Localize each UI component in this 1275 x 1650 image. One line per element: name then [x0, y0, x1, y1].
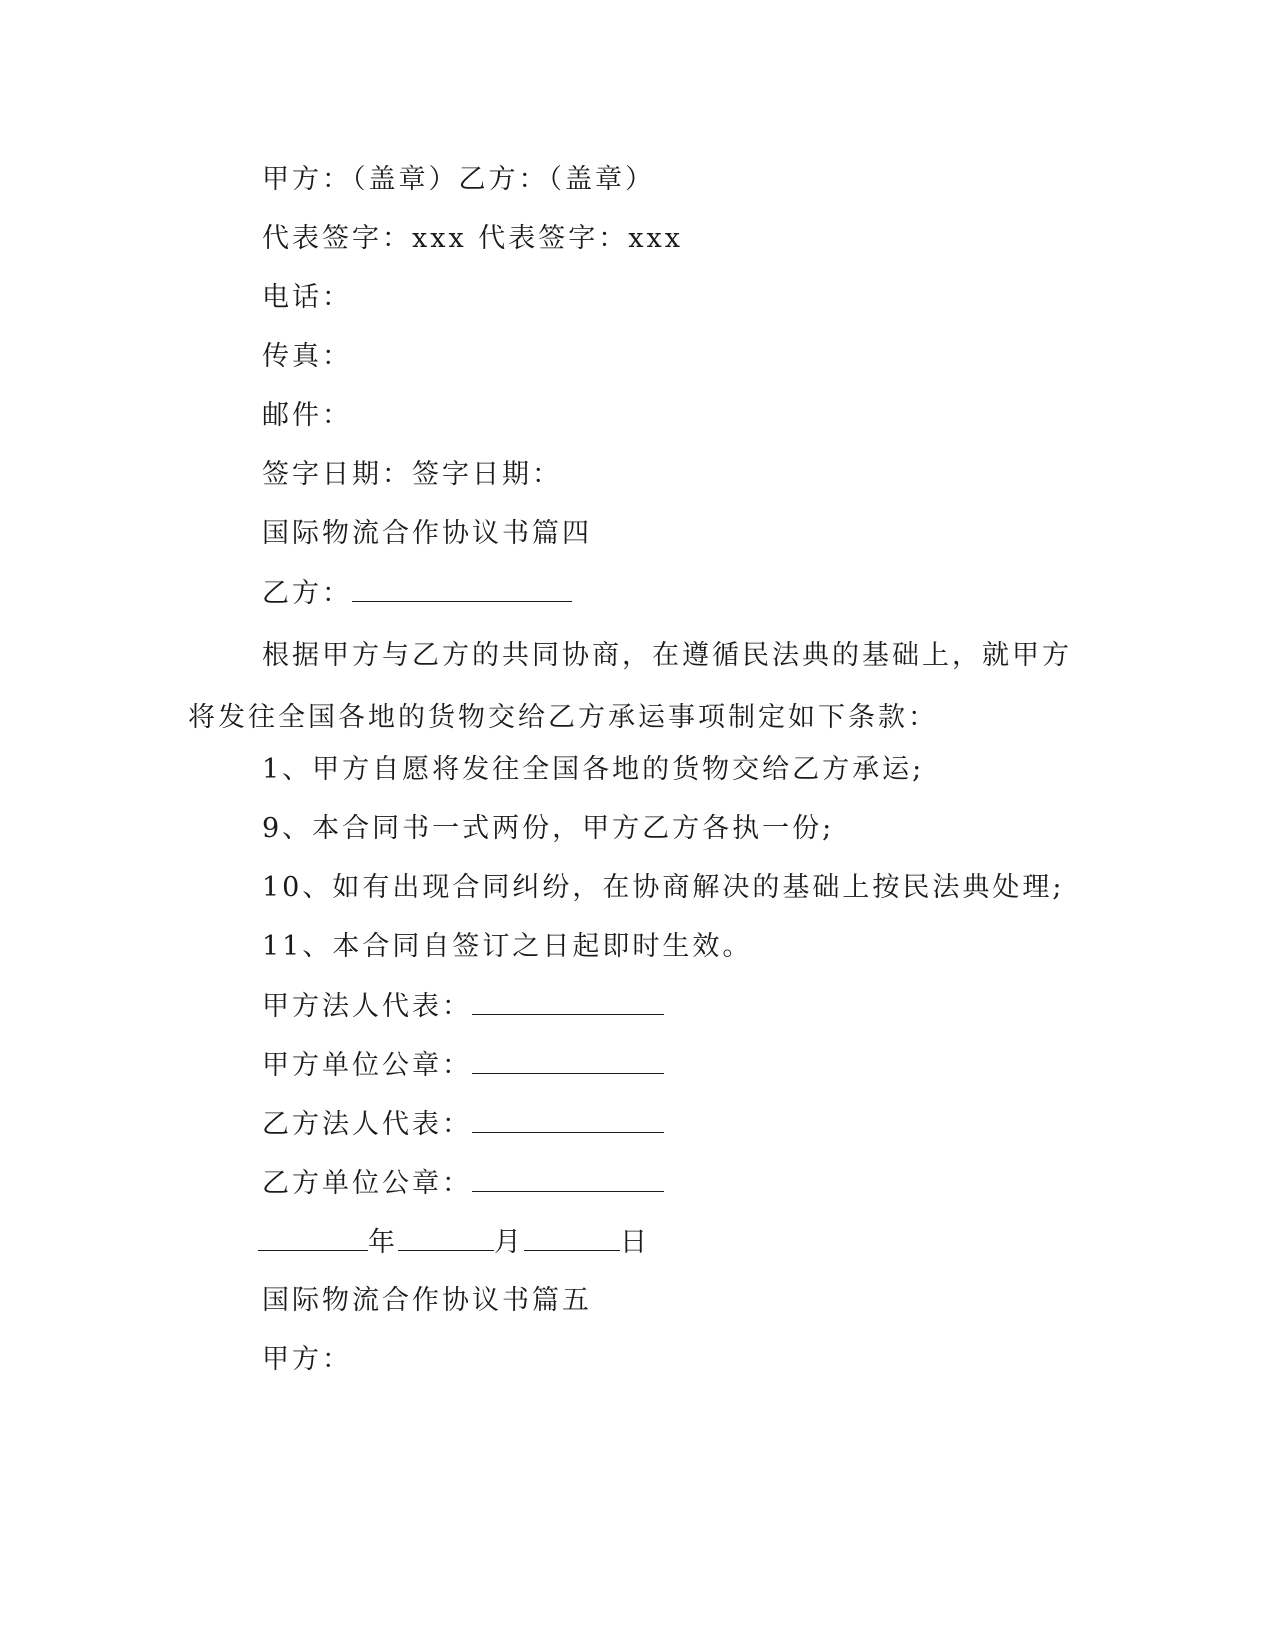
- clause-9: 9、本合同书一式两份，甲方乙方各执一份;: [262, 813, 835, 844]
- signing-date-line: 签字日期：签字日期：: [262, 459, 562, 490]
- party-a-line: 甲方：: [262, 1344, 352, 1375]
- intro-paragraph: 根据甲方与乙方的共同协商，在遵循民法典的基础上，就甲方将发往全国各地的货物交给乙方承运事项制定如下条款：: [188, 640, 1072, 733]
- party-b-seal-blank: [472, 1165, 664, 1192]
- day-label: 日: [620, 1227, 650, 1258]
- year-label: 年: [368, 1227, 398, 1258]
- section-heading-4: 国际物流合作协议书篇四: [262, 518, 592, 549]
- seal-line: 甲方：（盖章）乙方：（盖章）: [262, 164, 655, 195]
- party-a-legal-rep-line: [262, 988, 664, 1025]
- phone-line: 电话：: [262, 282, 352, 313]
- party-a-seal-blank: [472, 1047, 664, 1074]
- fax-line: 传真：: [262, 341, 352, 372]
- month-blank: [398, 1224, 494, 1251]
- clause-11: 11、本合同自签订之日起即时生效。: [262, 931, 753, 962]
- party-a-legal-rep-blank: [472, 988, 664, 1015]
- party-b-legal-rep-blank: [472, 1106, 664, 1133]
- party-a-legal-rep-label: 甲方法人代表：: [262, 991, 472, 1022]
- party-b-seal-line: [262, 1165, 664, 1202]
- party-b-blank: [352, 575, 572, 602]
- party-b-legal-rep-line: [262, 1106, 664, 1143]
- clause-10: 10、如有出现合同纠纷，在协商解决的基础上按民法典处理;: [262, 872, 1065, 903]
- party-a-seal-label: 甲方单位公章：: [262, 1050, 472, 1081]
- email-line: 邮件：: [262, 400, 352, 431]
- party-b-seal-label: 乙方单位公章：: [262, 1168, 472, 1199]
- party-b-legal-rep-label: 乙方法人代表：: [262, 1109, 472, 1140]
- party-b-line: [262, 575, 572, 612]
- party-b-label: 乙方：: [262, 578, 352, 609]
- month-label: 月: [494, 1227, 524, 1258]
- day-blank: [524, 1224, 620, 1251]
- clause-1: 1、甲方自愿将发往全国各地的货物交给乙方承运;: [262, 754, 925, 785]
- party-a-seal-line: [262, 1047, 664, 1084]
- date-line: [258, 1224, 650, 1261]
- year-blank: [258, 1224, 368, 1251]
- representative-signature-line: 代表签字：xxx 代表签字：xxx: [262, 223, 683, 254]
- section-heading-5: 国际物流合作协议书篇五: [262, 1285, 592, 1316]
